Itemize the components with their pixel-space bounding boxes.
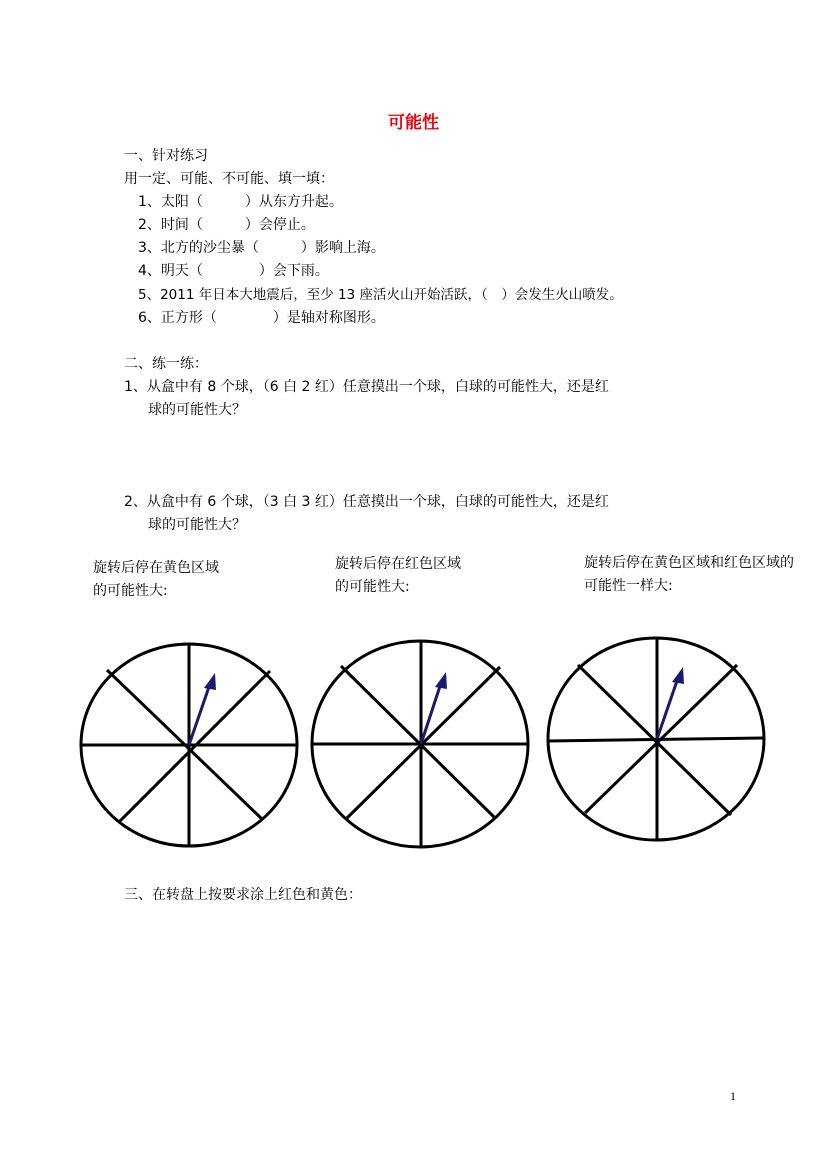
section1-heading: 一、针对练习: [124, 148, 208, 164]
section3-heading: 三、在转盘上按要求涂上红色和黄色：: [124, 887, 362, 903]
fill-item-4: 4、明天（ ）会下雨。: [138, 263, 329, 279]
page-title: 可能性: [388, 113, 439, 133]
fill-item-5: 5、2011 年日本大地震后，至少 13 座活火山开始活跃，（ ）会发生火山喷发。: [138, 287, 623, 303]
question-1-line-1: 1、从盒中有 8 个球，（6 白 2 红）任意摸出一个球，白球的可能性大，还是红: [124, 379, 609, 395]
spinner-2-caption-line-1: 旋转后停在红色区域: [335, 556, 461, 572]
spinner-1-caption-line-1: 旋转后停在黄色区域: [93, 560, 219, 576]
question-1-line-2: 球的可能性大？: [148, 402, 246, 418]
spinner-1-caption-line-2: 的可能性大:: [93, 583, 168, 599]
spinner-3-caption-line-1: 旋转后停在黄色区域和红色区域的: [584, 555, 794, 571]
spinner-arrow-shaft: [657, 675, 679, 739]
spinner-3-caption-line-2: 可能性一样大:: [584, 578, 673, 594]
fill-item-2: 2、时间（ ）会停止。: [138, 217, 315, 233]
spinner-wheel-3: [545, 623, 771, 843]
fill-item-1: 1、太阳（ ）从东方升起。: [138, 194, 343, 210]
section2-heading: 二、练一练：: [124, 356, 208, 372]
spinner-arrow-head: [204, 673, 216, 690]
fill-item-3: 3、北方的沙尘暴（ ）影响上海。: [138, 240, 385, 256]
question-2-line-1: 2、从盒中有 6 个球，（3 白 3 红）任意摸出一个球，白球的可能性大，还是红: [124, 494, 609, 510]
spinner-divider: [341, 666, 494, 817]
spinner-arrow-head: [435, 672, 447, 689]
spinner-wheel-2: [309, 625, 535, 847]
spinner-arrow-head: [672, 667, 684, 684]
spinner-wheel-1: [78, 628, 304, 848]
section1-instruction: 用一定、可能、不可能、填一填：: [124, 171, 334, 187]
fill-item-6: 6、正方形（ ）是轴对称图形。: [138, 310, 385, 326]
spinner-2-caption-line-2: 的可能性大:: [335, 579, 410, 595]
page-number: 1: [730, 1089, 736, 1103]
question-2-line-2: 球的可能性大？: [148, 517, 246, 533]
